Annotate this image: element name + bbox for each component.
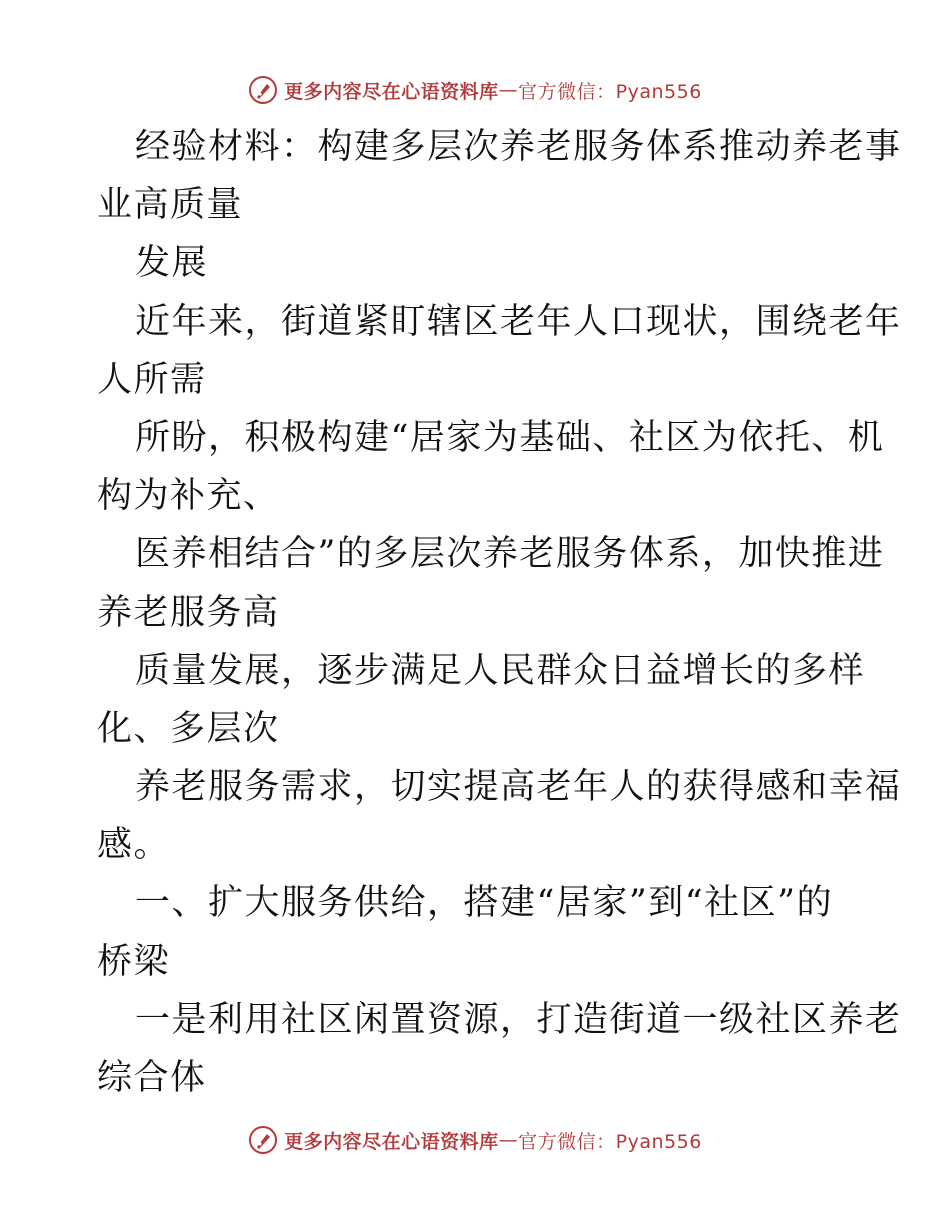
text-line: 化、多层次	[97, 708, 280, 749]
watermark-wechat: 官方微信：Pyan556	[518, 1130, 702, 1153]
document-body	[97, 118, 902, 1107]
text-line: 感。	[97, 825, 171, 866]
watermark-brand: 更多内容尽在心语资料库	[284, 80, 499, 103]
text-line: 发展	[135, 243, 209, 284]
text-line: 一、扩大服务供给，搭建“居家”到“社区”的	[135, 883, 834, 924]
text-line: 一是利用社区闲置资源，打造街道一级社区养老	[135, 999, 902, 1040]
text-line: 近年来，街道紧盯辖区老年人口现状，围绕老年	[135, 301, 902, 342]
watermark-dash: —	[498, 1129, 519, 1151]
text-line: 医养相结合”的多层次养老服务体系，加快推进	[135, 534, 885, 575]
text-line: 综合体	[97, 1058, 207, 1098]
text-line: 业高质量	[97, 185, 244, 226]
header-watermark	[0, 70, 950, 110]
text-line: 养老服务高	[97, 592, 280, 633]
watermark-wechat: 官方微信：Pyan556	[518, 80, 702, 103]
footer-watermark	[0, 1120, 950, 1160]
text-line: 养老服务需求，切实提高老年人的获得感和幸福	[135, 767, 902, 808]
pen-nib-logo-icon	[248, 1125, 278, 1155]
text-line: 人所需	[97, 359, 207, 400]
text-line: 经验材料：构建多层次养老服务体系推动养老事	[135, 127, 902, 167]
text-line: 质量发展，逐步满足人民群众日益增长的多样	[135, 650, 866, 691]
watermark-brand: 更多内容尽在心语资料库	[284, 1130, 499, 1153]
pen-nib-logo-icon	[248, 75, 278, 105]
text-line: 桥梁	[97, 941, 171, 982]
watermark-dash: —	[498, 79, 519, 101]
text-line: 所盼，积极构建“居家为基础、社区为依托、机	[135, 417, 885, 458]
text-line: 构为补充、	[97, 476, 280, 517]
